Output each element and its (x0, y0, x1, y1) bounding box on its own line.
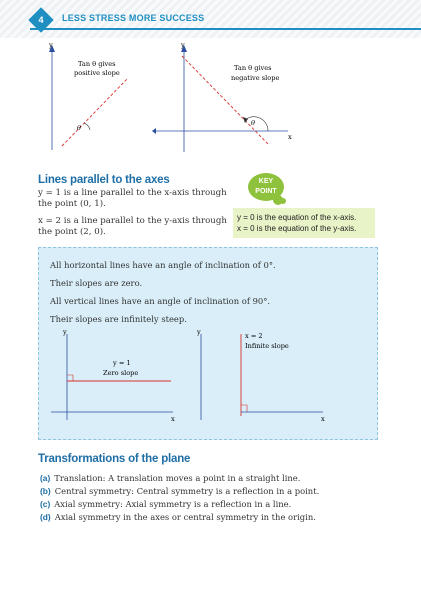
list-item (40, 472, 380, 485)
parallel-x-paragraph (38, 188, 238, 210)
info-line-2: Their slopes are zero. (50, 278, 143, 288)
header-rule (30, 28, 421, 30)
line-equation-label: y = 1 (113, 359, 131, 367)
angle-arc (84, 123, 90, 130)
item-text: Axial symmetry in the axes or central symmetry in the origin. (54, 512, 316, 522)
list-item (40, 485, 380, 498)
item-letter: (c) (40, 499, 51, 509)
parallel-y-paragraph (38, 216, 238, 238)
point-word: POINT (255, 188, 277, 195)
key-badge-dot (280, 198, 286, 204)
y-axis-label: y (49, 41, 53, 49)
infinite-slope-graph (187, 328, 327, 424)
y-axis-label: y (181, 41, 185, 49)
key-point-badge (245, 168, 295, 212)
item-text: Central symmetry: Central symmetry is a reflection in a point. (54, 486, 320, 496)
info-line-3: All vertical lines have an angle of inclination of 90°. (50, 296, 271, 306)
right-angle-marker (67, 375, 73, 381)
negative-slope-graph (148, 40, 298, 156)
page-number: 4 (38, 15, 44, 25)
item-text: Translation: A translation moves a point in a straight line. (54, 473, 301, 483)
key-point-line-2: x = 0 is the equation of the y-axis. (237, 224, 357, 233)
text-line: the point (2, 0). (38, 227, 106, 237)
key-point-line-1: y = 0 is the equation of the x-axis. (237, 213, 357, 222)
x-axis-label: x (288, 133, 292, 141)
item-letter: (a) (40, 473, 51, 483)
list-item (40, 498, 380, 511)
text-line: x = 2 is a line parallel to the y-axis through (38, 216, 227, 226)
key-point-box (233, 208, 375, 238)
key-word: KEY (258, 178, 274, 185)
section-heading-parallel-lines: Lines parallel to the axes (38, 174, 170, 186)
slope-label: Infinite slope (245, 342, 289, 350)
info-line-1: All horizontal lines have an angle of inclination of 0°. (50, 260, 276, 270)
y-axis-label: y (63, 328, 67, 336)
slope-label: Zero slope (103, 369, 139, 377)
y-axis-label: y (197, 328, 201, 336)
right-angle-marker (241, 405, 247, 412)
positive-slope-line (62, 78, 128, 146)
note-line-2: negative slope (231, 74, 280, 82)
item-letter: (b) (40, 486, 51, 496)
note-line-2: positive slope (74, 69, 120, 77)
x-axis-label: x (171, 415, 175, 423)
positive-slope-graph (40, 40, 156, 156)
angle-label: θ (77, 124, 81, 132)
text-line: the point (0, 1). (38, 199, 106, 209)
section-heading-transformations: Transformations of the plane (38, 453, 191, 465)
info-line-4: Their slopes are infinitely steep. (50, 314, 187, 324)
item-text: Axial symmetry: Axial symmetry is a reflection in a line. (54, 499, 292, 509)
text-line: y = 1 is a line parallel to the x-axis through (38, 188, 227, 198)
list-item (40, 511, 380, 524)
x-axis-label: x (321, 415, 325, 423)
header-title: LESS STRESS MORE SUCCESS (62, 13, 205, 23)
angle-arc (245, 117, 268, 131)
note-line-1: Tan θ gives (78, 60, 116, 68)
angle-label: θ (251, 119, 255, 127)
line-equation-label: x = 2 (245, 332, 263, 340)
x-axis-arrow-icon (152, 128, 156, 134)
note-line-1: Tan θ gives (234, 64, 272, 72)
info-box (38, 247, 378, 440)
angle-arrow-icon (243, 117, 248, 123)
zero-slope-graph (47, 328, 177, 424)
transformations-list (40, 472, 380, 524)
item-letter: (d) (40, 512, 51, 522)
